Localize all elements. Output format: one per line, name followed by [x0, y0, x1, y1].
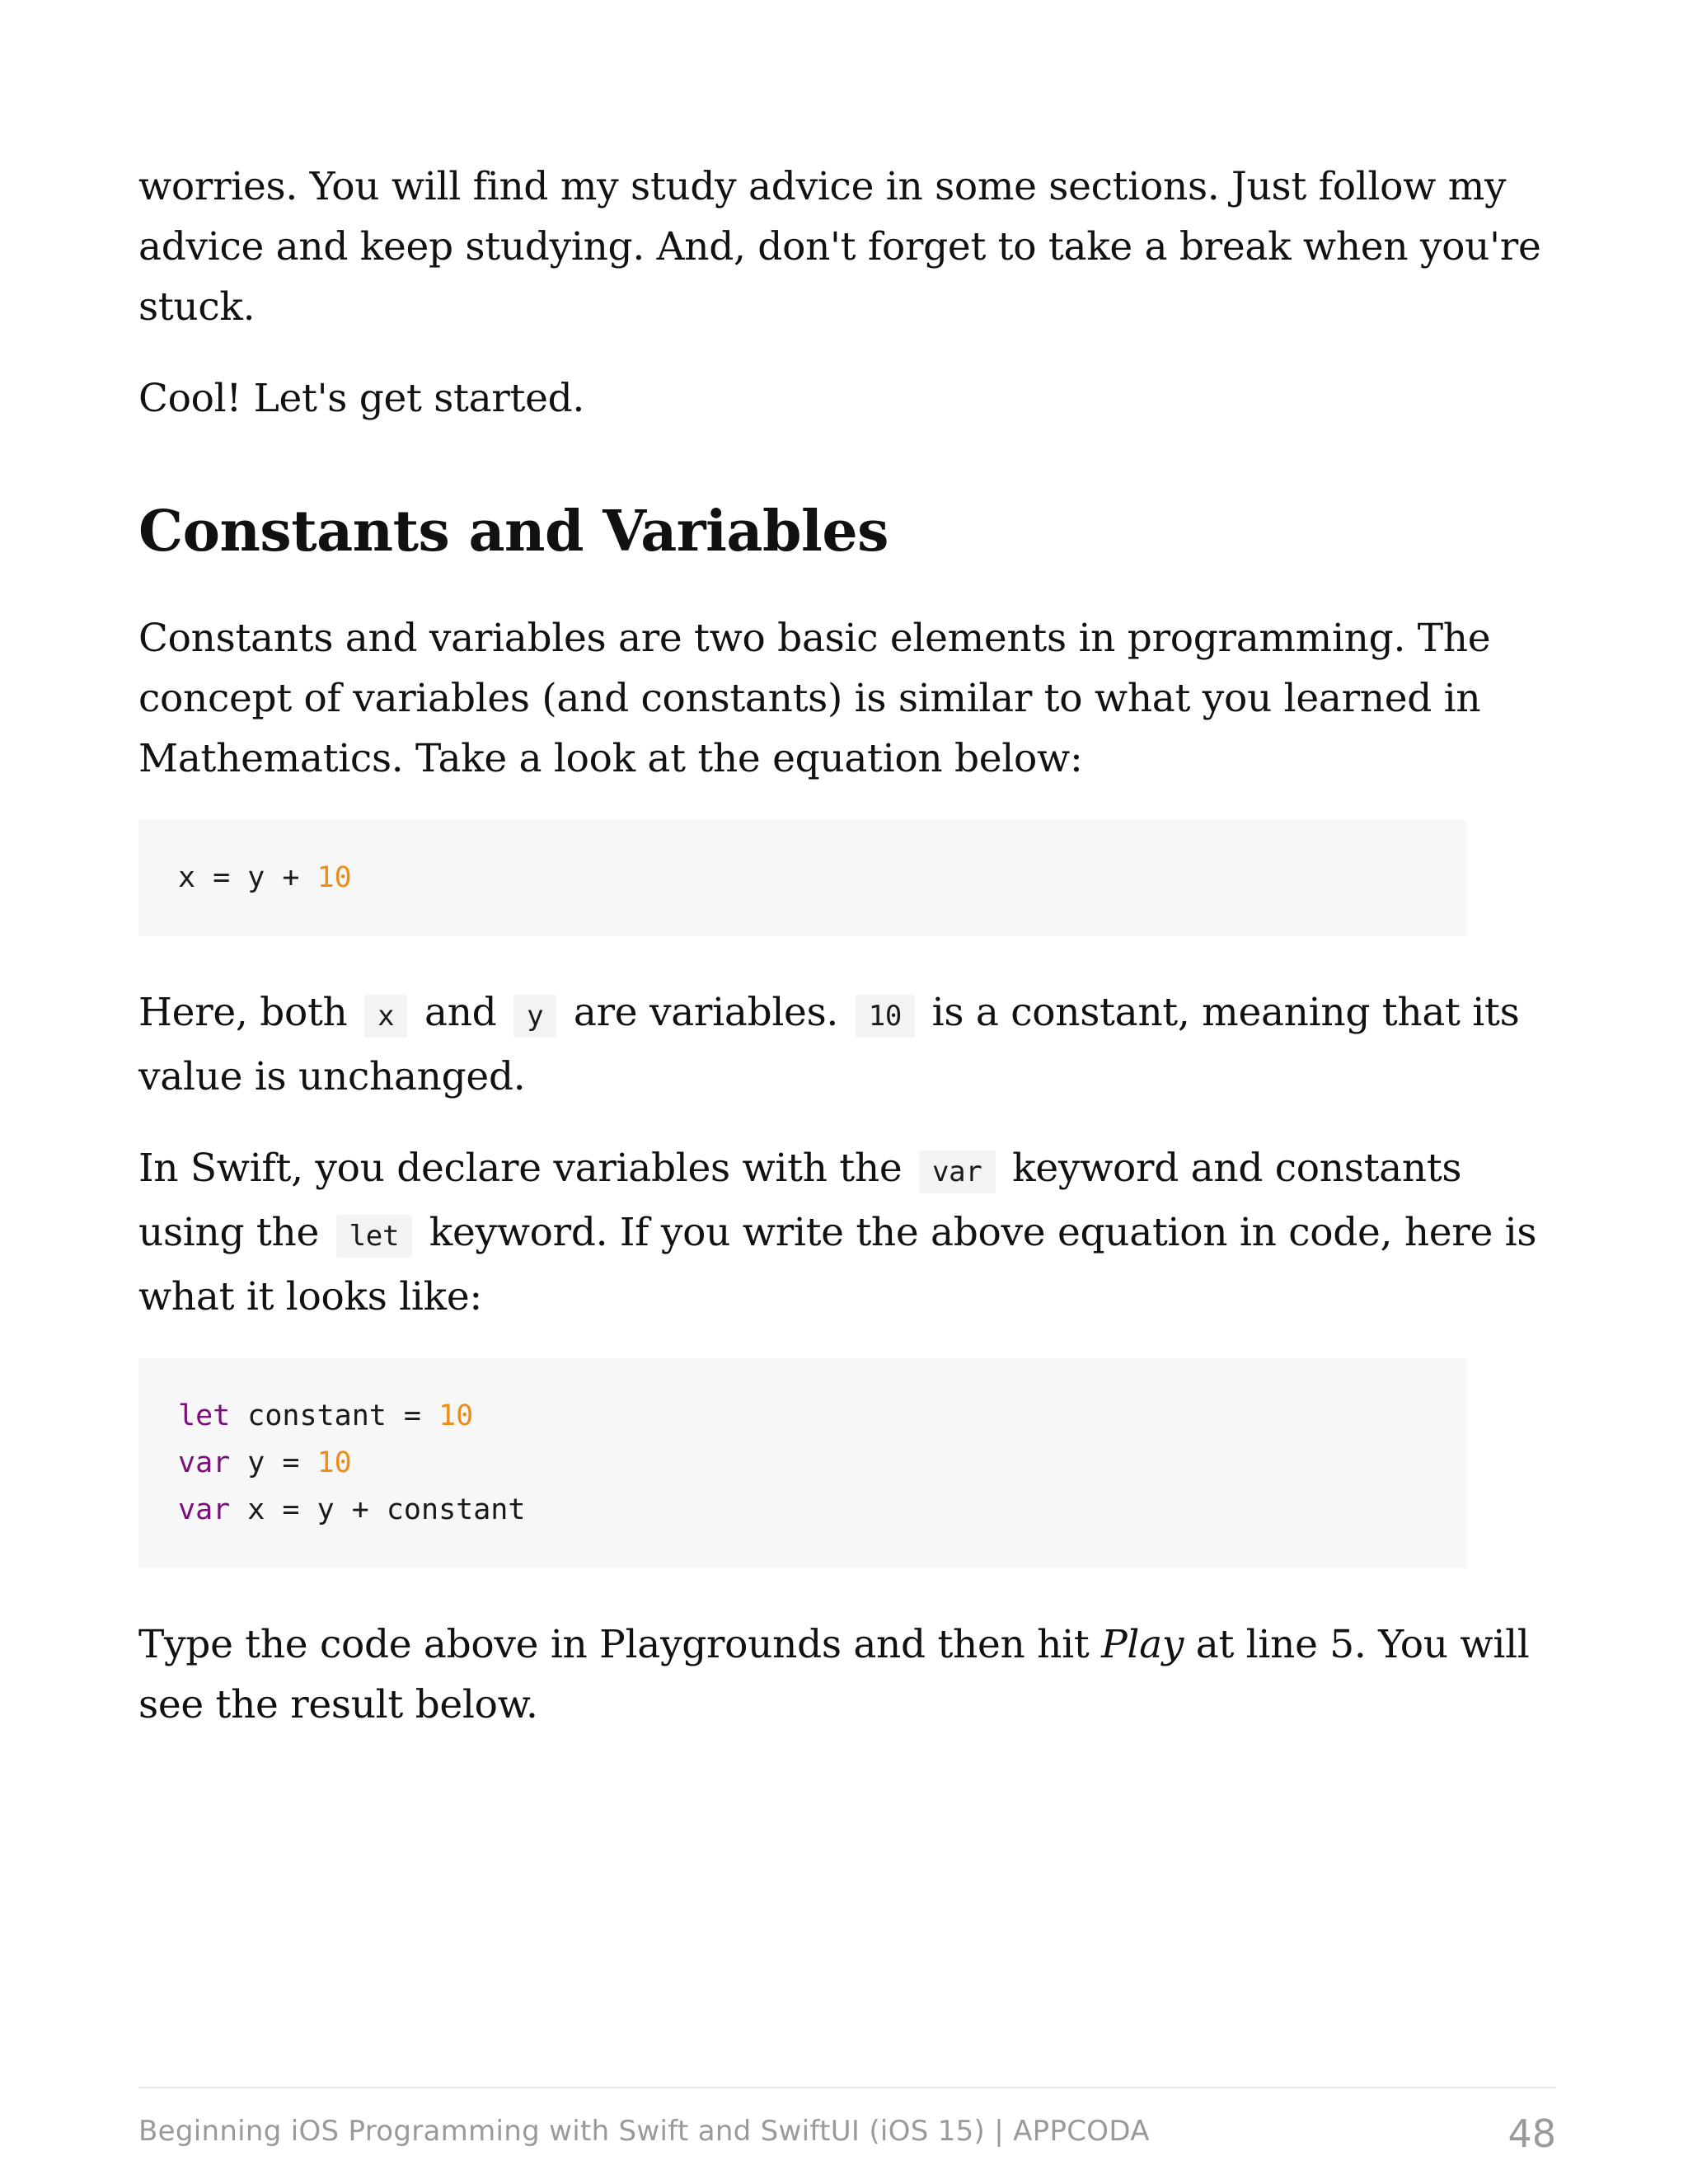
text-segment: keyword. If you write the above equation in code, here is what it looks like:	[138, 1210, 1537, 1319]
code-block-equation	[138, 820, 1467, 936]
code-text: x = y + constant	[230, 1493, 526, 1526]
code-number: 10	[316, 1446, 352, 1479]
page-number: 48	[1507, 2111, 1556, 2156]
text-segment: Type the code above in Playgrounds and then hit	[138, 1622, 1090, 1667]
code-line	[178, 1487, 1428, 1534]
code-line	[178, 855, 1428, 902]
code-text: y =	[230, 1446, 317, 1479]
paragraph-variables-explained	[138, 982, 1556, 1107]
text-segment: are variables.	[573, 990, 839, 1035]
code-block-swift	[138, 1358, 1467, 1568]
text-segment: and	[424, 990, 497, 1035]
paragraph-intro: Constants and variables are two basic elements in programming. The concept of variables (and constants) is similar to what you learned in Mathematics. Take a look at the equation below:	[138, 616, 1491, 781]
emphasis-play: Play	[1101, 1622, 1184, 1667]
paragraph-playgrounds	[138, 1615, 1556, 1735]
page-footer	[138, 2087, 1556, 2156]
inline-code-var: var	[919, 1151, 996, 1193]
text-segment: at line 5. You will see the result below.	[138, 1622, 1530, 1727]
section-title: Constants and Variables	[138, 499, 889, 565]
footer-book-title: Beginning iOS Programming with Swift and SwiftUI (iOS 15) | APPCODA	[138, 2115, 1150, 2148]
paragraph-get-started: Cool! Let's get started.	[138, 376, 585, 421]
inline-code-x: x	[364, 995, 407, 1038]
inline-code-y: y	[513, 995, 556, 1038]
code-keyword: var	[178, 1446, 231, 1479]
text-segment: Here, both	[138, 990, 348, 1035]
code-line	[178, 1440, 1428, 1487]
paragraph-swift-keywords	[138, 1138, 1556, 1327]
inline-code-10: 10	[856, 995, 915, 1038]
text-segment: In Swift, you declare variables with the	[138, 1146, 903, 1191]
code-line	[178, 1393, 1428, 1440]
code-keyword: let	[178, 1399, 231, 1432]
code-text: constant =	[230, 1399, 439, 1432]
page-content	[138, 157, 1556, 1766]
text-segment: is a constant, meaning that its value is unchanged.	[138, 990, 1520, 1099]
code-number: 10	[316, 861, 352, 894]
inline-code-let: let	[336, 1215, 413, 1258]
code-keyword: var	[178, 1493, 231, 1526]
code-number: 10	[438, 1399, 474, 1432]
code-text: x = y +	[178, 861, 317, 894]
paragraph-study-advice: worries. You will find my study advice in some sections. Just follow my advice and keep studying. And, don't forget to take a break when you're stuck.	[138, 164, 1541, 330]
text-segment: keyword and constants using the	[138, 1146, 1462, 1255]
